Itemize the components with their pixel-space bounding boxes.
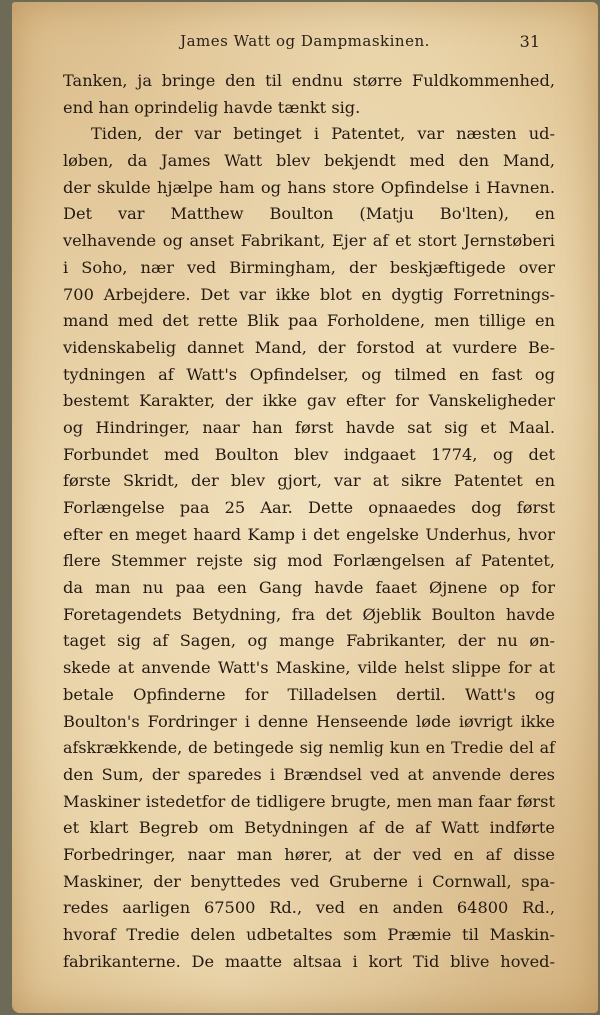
text-line: Boulton's Fordringer i denne Henseende løde iøvrigt ikke [63,711,555,731]
book-page [12,2,598,1013]
text-line: mand med det rette Blik paa Forholdene, men tillige en [63,311,555,331]
text-line: hvoraf Tredie delen udbetaltes som Præmie til Maskin- [63,925,555,944]
text-line: videnskabelig dannet Mand, der forstod at vurdere Be- [63,337,555,357]
text-line: Maskiner istedetfor de tidligere brugte, men man faar først [63,791,555,811]
text-line: og Hindringer, naar han først havde sat sig et Maal. [63,417,555,437]
text-line: efter en meget haard Kamp i det engelske Underhus, hvor [63,524,555,544]
text-line: betale Opfinderne for Tilladelsen dertil. Watt's og [63,684,555,704]
text-line: skede at anvende Watt's Maskine, vilde helst slippe for at [63,658,555,678]
text-line: den Sum, der sparedes i Brændsel ved at anvende deres [63,764,555,784]
text-line: fabrikanterne. De maatte altsaa i kort Tid blive hoved- [63,951,555,971]
text-line: første Skridt, der blev gjort, var at sikre Patentet en [63,471,555,491]
text-line: der skulde hjælpe ham og hans store Opfindelse i Havnen. [63,177,555,197]
text-line: Forbedringer, naar man hører, at der ved en af disse [63,844,555,864]
text-line: Forbundet med Boulton blev indgaaet 1774, og det [63,444,555,464]
text-line: velhavende og anset Fabrikant, Ejer af et stort Jernstøberi [63,231,555,251]
text-line: Foretagendets Betydning, fra det Øjeblik Boulton havde [63,604,555,624]
text-line: tydningen af Watt's Opfindelser, og tilmed en fast og [63,364,555,384]
text-line: Det var Matthew Boulton (Matju Bo'lten), en [63,204,555,224]
text-line: Maskiner, der benyttedes ved Gruberne i Cornwall, spa- [63,871,555,891]
text-line: løben, da James Watt blev bekjendt med den Mand, [63,151,555,171]
text-line: taget sig af Sagen, og mange Fabrikanter, der nu øn- [63,631,555,651]
page-header [12,32,598,56]
page-number: 31 [519,32,540,51]
text-line: i Soho, nær ved Birmingham, der beskjæftigede over [63,257,555,277]
text-line: redes aarligen 67500 Rd., ved en anden 64800 Rd., [63,898,555,918]
text-line: afskrækkende, de betingede sig nemlig kun en Tredie del af [63,738,555,758]
text-line: et klart Begreb om Betydningen af de af Watt indførte [63,818,555,838]
text-line: bestemt Karakter, der ikke gav efter for Vanskeligheder [63,391,555,411]
text-line: 700 Arbejdere. Det var ikke blot en dygtig Forretnings- [63,284,555,304]
text-line: Tanken, ja bringe den til endnu større Fuldkommenhed, [63,71,555,90]
text-line: Forlængelse paa 25 Aar. Dette opnaaedes dog først [63,498,555,517]
text-line: end han oprindelig havde tænkt sig. [63,97,361,117]
body-text [63,68,555,975]
text-line: flere Stemmer rejste sig mod Forlængelsen af Patentet, [63,551,555,571]
text-line: da man nu paa een Gang havde faaet Øjnene op for [63,578,555,598]
running-title: James Watt og Dampmaskinen. [180,32,430,50]
text-line: Tiden, der var betinget i Patentet, var næsten ud- [91,124,555,144]
